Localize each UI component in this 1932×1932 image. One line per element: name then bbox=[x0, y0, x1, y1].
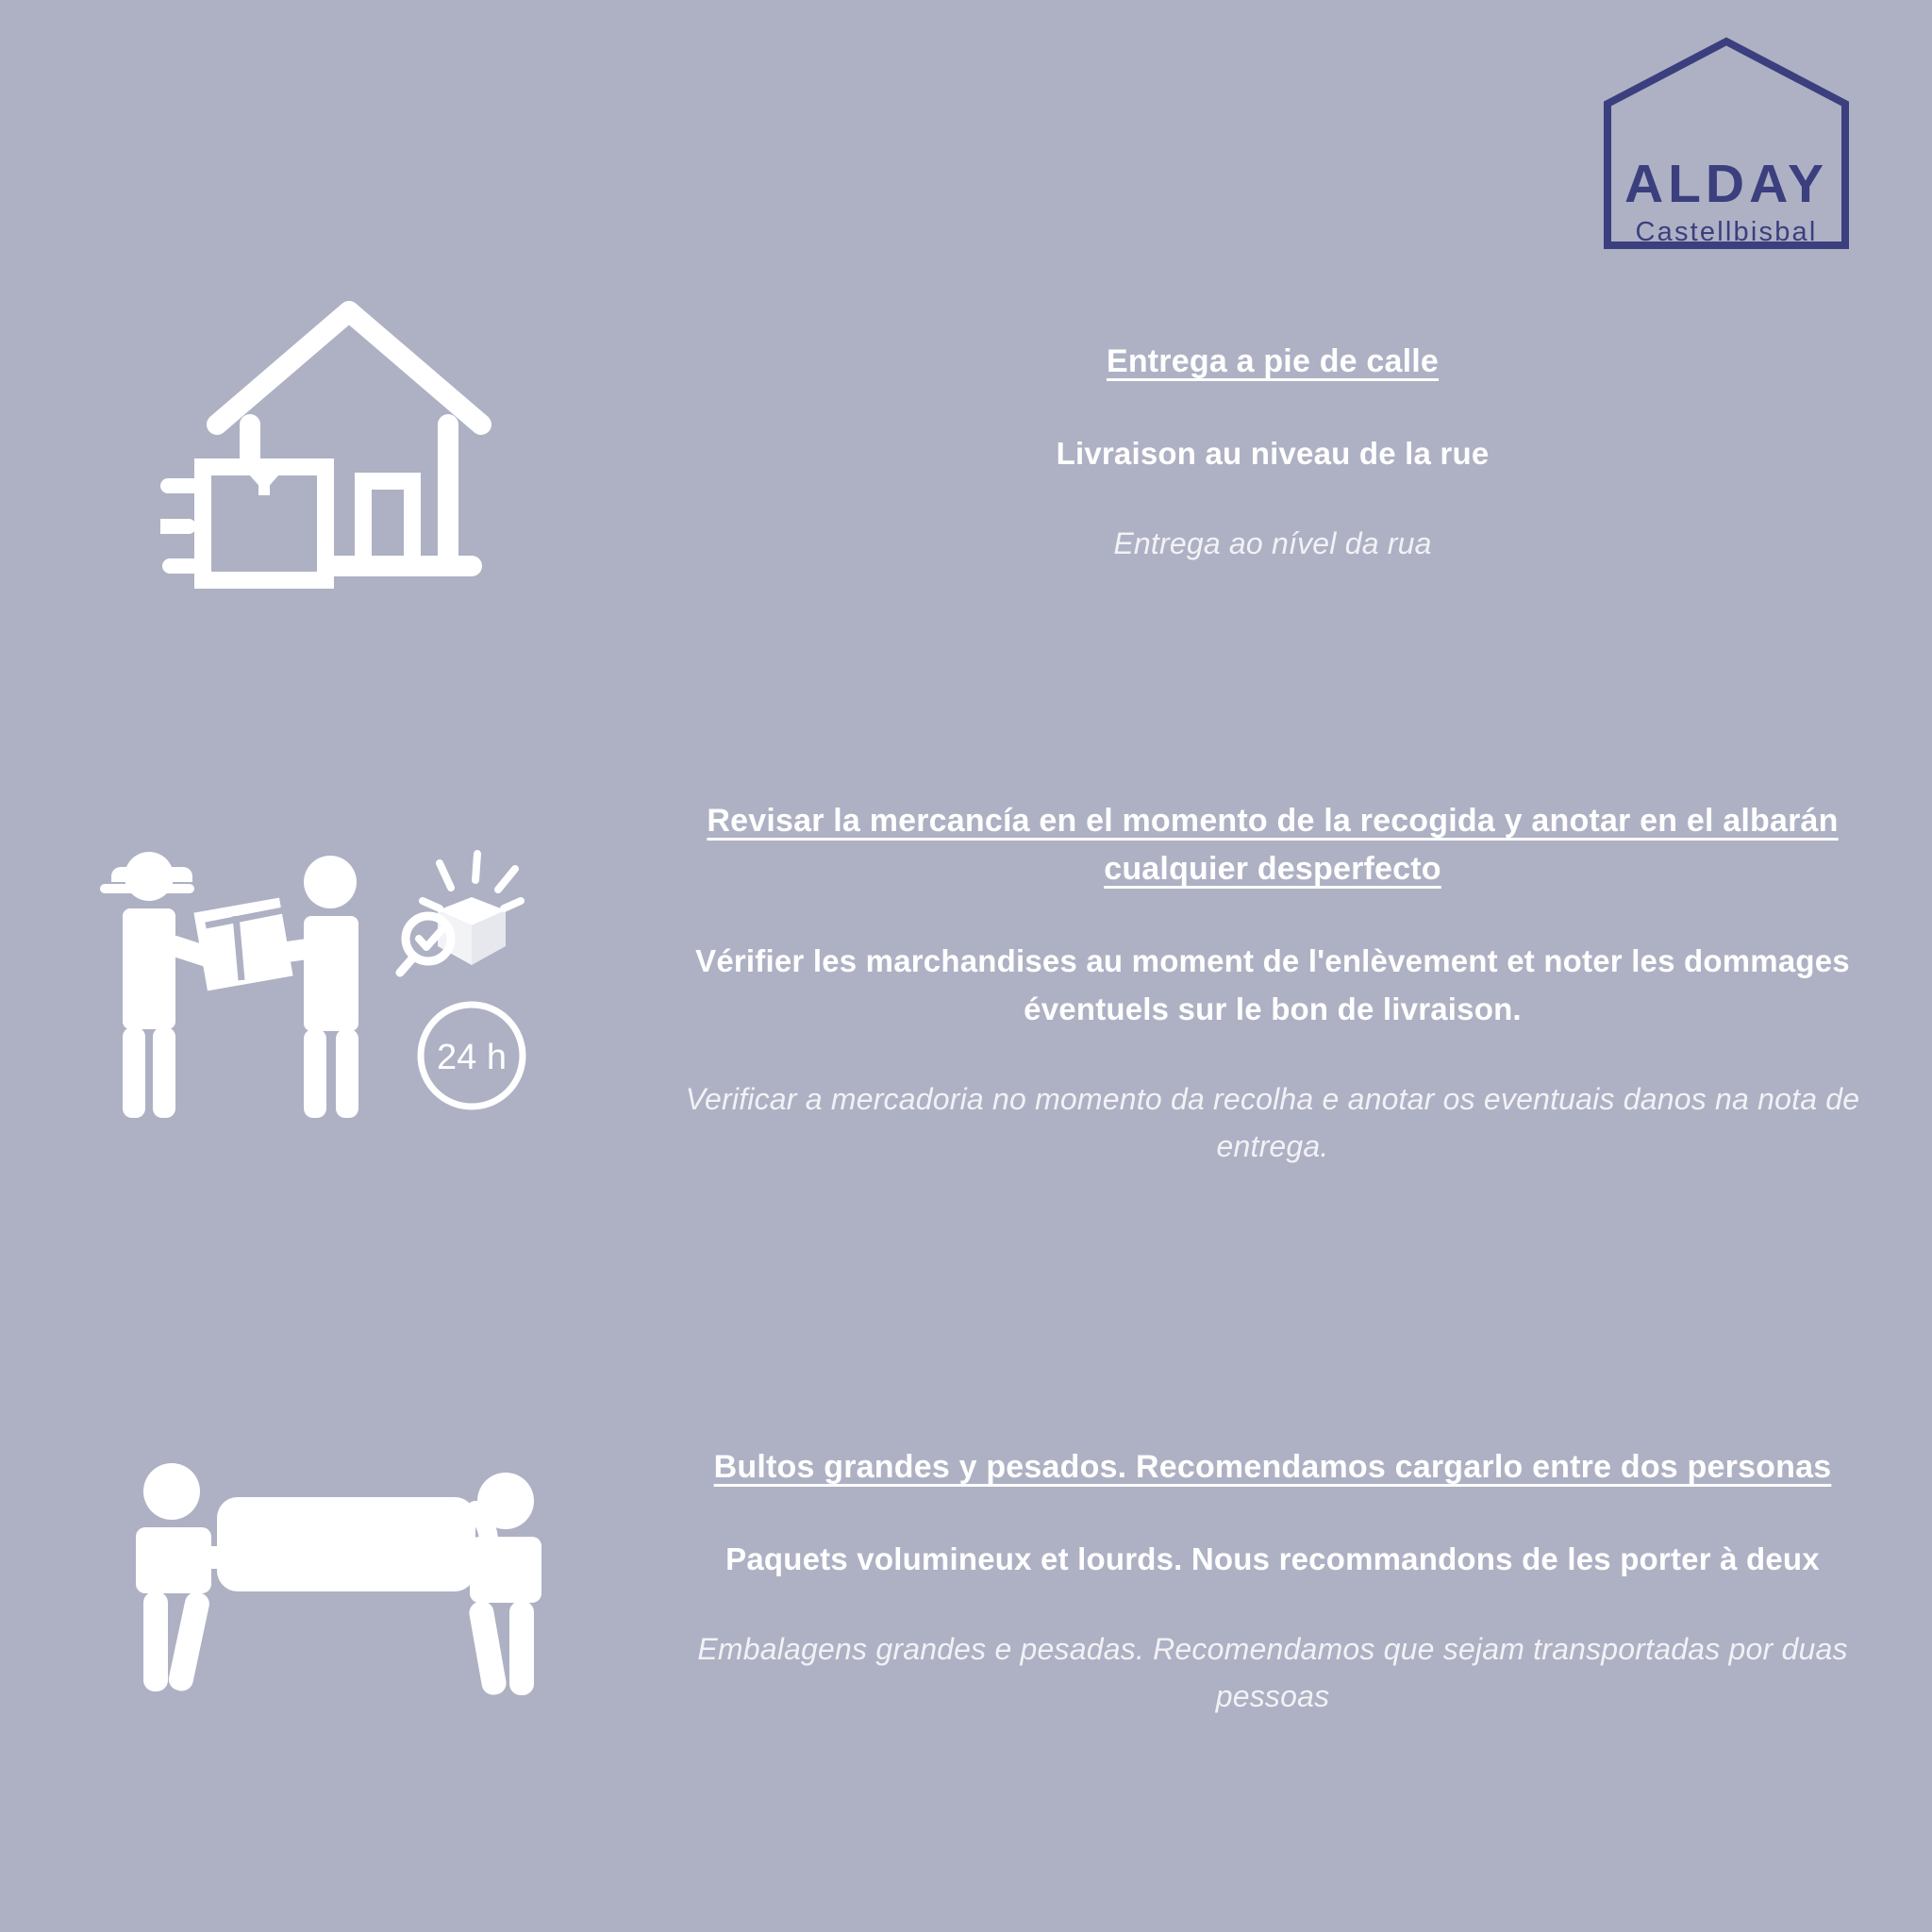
package-handover-24h-icon bbox=[0, 842, 679, 1125]
two-people-carrying-load-icon bbox=[0, 1459, 679, 1705]
section-3-text-pt: Embalagens grandes e pesadas. Recomendamos que sejam transportadas por duas pessoas bbox=[697, 1632, 1848, 1713]
brand-location: Castellbisbal bbox=[1635, 217, 1818, 247]
section-1-text-pt: Entrega ao nível da rua bbox=[1113, 526, 1432, 561]
section-2-text-es: Revisar la mercancía en el momento de la recogida y anotar en el albarán cualquier desperfecto bbox=[707, 803, 1839, 887]
section-1-text-fr: Livraison au niveau de la rue bbox=[1056, 436, 1490, 472]
section-1-text bbox=[679, 338, 1932, 568]
section-3-text-es: Bultos grandes y pesados. Recomendamos cargarlo entre dos personas bbox=[713, 1449, 1832, 1485]
brand-name: ALDAY bbox=[1624, 154, 1829, 214]
warehouse-with-package-icon bbox=[0, 283, 679, 623]
section-street-delivery bbox=[0, 283, 1932, 623]
section-3-text-fr: Paquets volumineux et lourds. Nous recommandons de les porter à deux bbox=[725, 1541, 1820, 1576]
badge-24h-label: 24 h bbox=[437, 1037, 507, 1077]
section-check-goods bbox=[0, 797, 1932, 1170]
section-3-text bbox=[679, 1443, 1932, 1720]
section-1-text-es: Entrega a pie de calle bbox=[1106, 343, 1440, 380]
section-heavy-packages bbox=[0, 1443, 1932, 1720]
section-2-text-fr: Vérifier les marchandises au moment de l'enlèvement et noter les dommages éventuels sur le bon de livraison. bbox=[695, 943, 1850, 1027]
brand-logo bbox=[1594, 32, 1858, 258]
section-2-text bbox=[679, 797, 1932, 1170]
section-2-text-pt: Verificar a mercadoria no momento da recolha e anotar os eventuais danos na nota de entrega. bbox=[685, 1082, 1860, 1163]
